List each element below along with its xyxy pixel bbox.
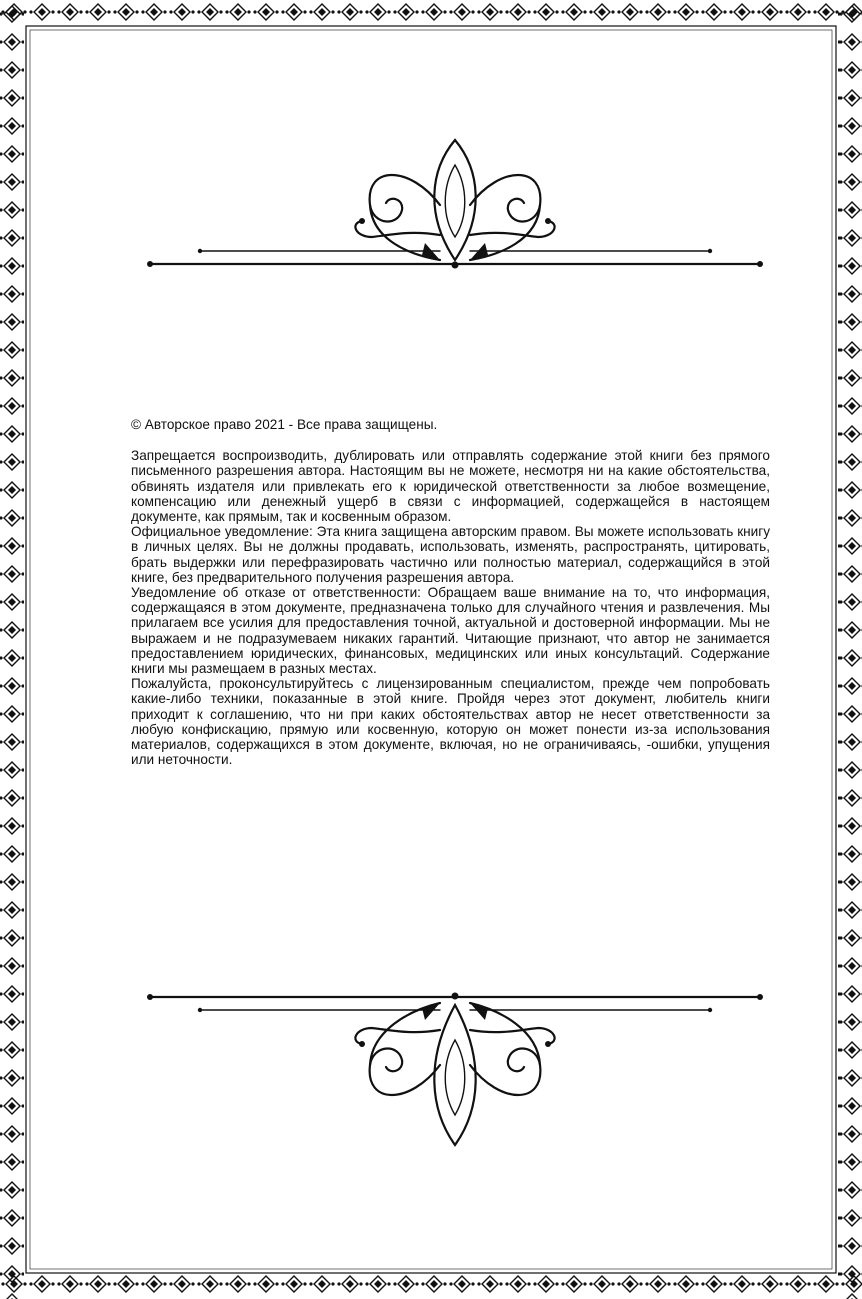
copyright-line: © Авторское право 2021 - Все права защищены. [131, 417, 438, 432]
paragraph-disclaimer: Уведомление об отказе от ответственности: Обращаем ваше внимание на то, что информация, содержащаяся в этом документе, предназначена только для случайного чтения и развлечения. Мы прилагаем все усилия для предоставления точной, актуальной и достоверной информации. Мы не выражаем и не подразумеваем никаких гарантий. Читающие признают, что автор не занимается предоставлением юридических, финансовых, медицинских или иных консультаций. Содержание книги мы размещаем в разных местах. [131, 585, 770, 677]
paragraph-reproduction: Запрещается воспроизводить, дублировать или отправлять содержание этой книги без прямого письменного разрешения автора. Настоящим вы не можете, несмотря ни на какие обстоятельства, обвинять издателя или привлекать его к юридической ответственности за любое возмещение, компенсацию или денежный ущерб в связи с информацией, содержащейся в настоящем документе, как прямым, так и косвенным образом. [131, 448, 770, 525]
paragraph-consultation: Пожалуйста, проконсультируйтесь с лицензированным специалистом, прежде чем попробовать какие-либо техники, показанные в этой книге. Пройдя через этот документ, любитель книги приходит к соглашению, что ни при каких обстоятельствах автор не несет ответственности за любую конфискацию, прямую или косвенную, которую он может понести из-за использования материалов, содержащихся в этом документе, включая, но не ограничиваясь, -ошибки, упущения или неточности. [131, 676, 770, 768]
bottom-flourish-ornament [140, 985, 770, 1155]
paragraph-official-notice: Официальное уведомление: Эта книга защищена авторским правом. Вы можете использовать книгу в личных целях. Вы не должны продавать, использовать, изменять, распространять, цитировать, брать выдержки или перефразировать частично или полностью материал, содержащийся в этой книге, без предварительного получения разрешения автора. [131, 524, 770, 585]
copyright-notice-text [131, 417, 770, 767]
top-flourish-ornament [140, 125, 770, 280]
